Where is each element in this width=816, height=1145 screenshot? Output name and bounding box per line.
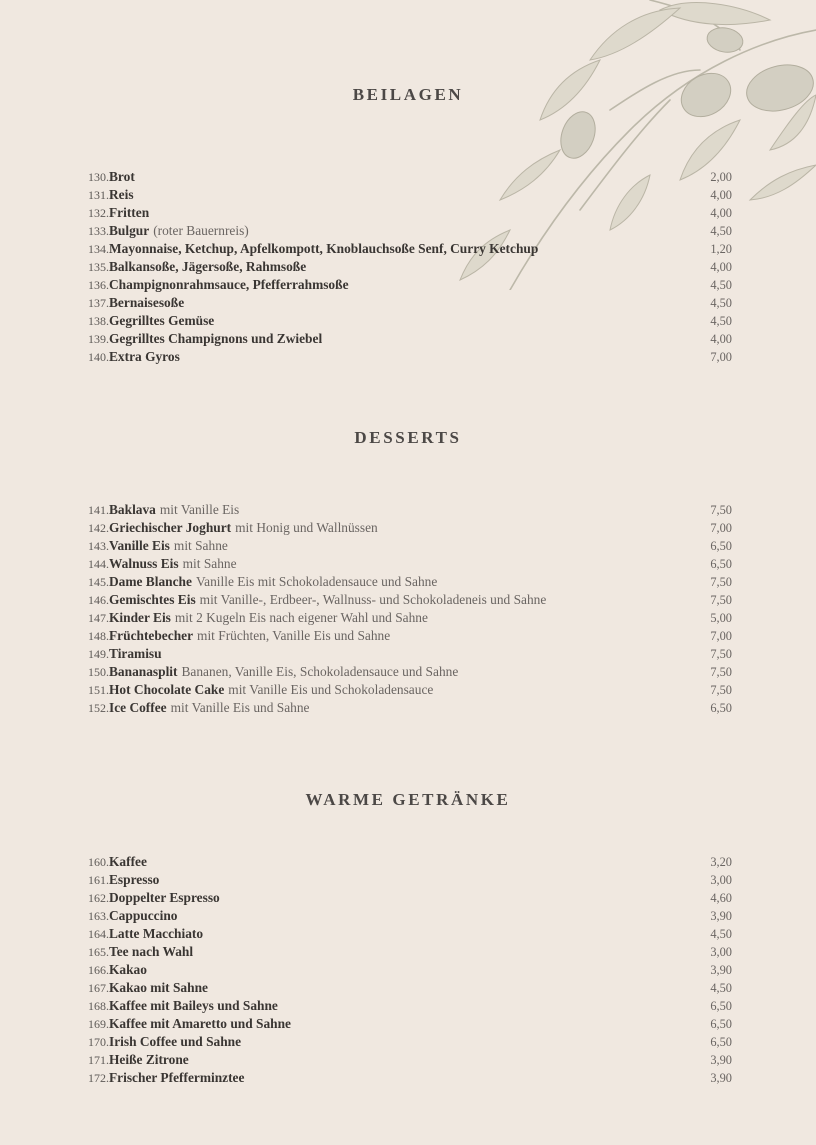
item-name: Gegrilltes Champignons und Zwiebel: [109, 331, 323, 346]
item-number: 160.: [88, 855, 109, 869]
item-name: Vanille Eis: [109, 538, 170, 553]
item-number: 171.: [88, 1053, 109, 1067]
menu-item: [80, 979, 740, 997]
item-name: Champignonrahmsauce, Pfefferrahmsoße: [109, 277, 349, 292]
item-price: 4,50: [710, 296, 732, 310]
item-price: 3,90: [710, 1053, 732, 1067]
item-number: 172.: [88, 1071, 109, 1085]
item-name: Walnuss Eis: [109, 556, 179, 571]
item-number: 147.: [88, 611, 109, 625]
item-number: 136.: [88, 278, 109, 292]
item-name: Gegrilltes Gemüse: [109, 313, 215, 328]
menu-item: [80, 645, 740, 663]
item-description: Vanille Eis mit Schokoladensauce und Sahne: [195, 574, 438, 589]
menu-item: [80, 871, 740, 889]
item-description: mit Früchten, Vanille Eis und Sahne: [197, 628, 391, 643]
item-name: Fritten: [109, 205, 150, 220]
menu-item: [80, 348, 740, 366]
item-price: 7,50: [710, 665, 732, 679]
item-price: 4,00: [710, 206, 732, 220]
item-name: Heiße Zitrone: [109, 1052, 189, 1067]
item-price: 6,50: [710, 539, 732, 553]
item-price: 3,00: [710, 873, 732, 887]
item-price: 7,00: [710, 350, 732, 364]
item-price: 4,00: [710, 260, 732, 274]
item-number: 145.: [88, 575, 109, 589]
item-number: 132.: [88, 206, 109, 220]
item-number: 144.: [88, 557, 109, 571]
item-name: Kakao mit Sahne: [109, 980, 208, 995]
item-number: 131.: [88, 188, 109, 202]
item-number: 135.: [88, 260, 109, 274]
item-price: 7,00: [710, 521, 732, 535]
section-title-desserts: DESSERTS: [354, 428, 462, 447]
item-price: 3,00: [710, 945, 732, 959]
menu-item: [80, 1069, 740, 1087]
item-price: 6,50: [710, 999, 732, 1013]
item-name: Kinder Eis: [109, 610, 171, 625]
item-number: 166.: [88, 963, 109, 977]
item-number: 141.: [88, 503, 109, 517]
item-name: Reis: [109, 187, 134, 202]
item-name: Bernaisesoße: [109, 295, 185, 310]
item-price: 7,50: [710, 593, 732, 607]
item-description: (roter Bauernreis): [153, 223, 249, 238]
menu-item: [80, 312, 740, 330]
item-name: Ice Coffee: [109, 700, 167, 715]
menu-item: [80, 573, 740, 591]
item-name: Dame Blanche: [109, 574, 192, 589]
menu-item: [80, 663, 740, 681]
item-number: 134.: [88, 242, 109, 256]
menu-item: [80, 907, 740, 925]
item-price: 4,50: [710, 278, 732, 292]
item-price: 4,00: [710, 332, 732, 346]
item-number: 149.: [88, 647, 109, 661]
item-number: 170.: [88, 1035, 109, 1049]
item-name: Kaffee mit Amaretto und Sahne: [109, 1016, 292, 1031]
item-price: 6,50: [710, 1035, 732, 1049]
item-description: mit 2 Kugeln Eis nach eigener Wahl und Sahne: [174, 610, 428, 625]
menu-item: [80, 240, 740, 258]
item-price: 7,00: [710, 629, 732, 643]
menu-item: [80, 681, 740, 699]
item-description: mit Vanille-, Erdbeer-, Wallnuss- und Schokoladeneis und Sahne: [199, 592, 547, 607]
item-price: 3,90: [710, 1071, 732, 1085]
item-number: 162.: [88, 891, 109, 905]
item-name: Früchtebecher: [109, 628, 194, 643]
menu-item: [80, 555, 740, 573]
item-name: Latte Macchiato: [109, 926, 204, 941]
item-number: 140.: [88, 350, 109, 364]
menu-item: [80, 591, 740, 609]
item-name: Bananasplit: [109, 664, 178, 679]
item-price: 4,50: [710, 927, 732, 941]
section-title-warme-getraenke: WARME GETRÄNKE: [305, 790, 511, 809]
section-title-beilagen: BEILAGEN: [352, 85, 464, 104]
item-price: 2,00: [710, 170, 732, 184]
item-number: 151.: [88, 683, 109, 697]
item-name: Baklava: [109, 502, 156, 517]
item-description: mit Vanille Eis: [159, 502, 240, 517]
item-description: mit Vanille Eis und Sahne: [170, 700, 310, 715]
item-price: 6,50: [710, 1017, 732, 1031]
item-name: Brot: [109, 169, 135, 184]
item-number: 130.: [88, 170, 109, 184]
item-name: Irish Coffee und Sahne: [109, 1034, 242, 1049]
menu-item: [80, 204, 740, 222]
item-number: 146.: [88, 593, 109, 607]
item-price: 5,00: [710, 611, 732, 625]
item-name: Kaffee mit Baileys und Sahne: [109, 998, 278, 1013]
item-name: Kaffee: [109, 854, 147, 869]
menu-item: [80, 222, 740, 240]
menu-item: [80, 519, 740, 537]
menu-item: [80, 186, 740, 204]
menu-item: [80, 330, 740, 348]
menu-item: [80, 1033, 740, 1051]
item-price: 7,50: [710, 503, 732, 517]
menu-item: [80, 1015, 740, 1033]
item-price: 7,50: [710, 647, 732, 661]
item-number: 150.: [88, 665, 109, 679]
item-name: Bulgur: [109, 223, 150, 238]
item-name: Tee nach Wahl: [109, 944, 194, 959]
item-description: mit Sahne: [173, 538, 228, 553]
item-price: 4,00: [710, 188, 732, 202]
item-price: 7,50: [710, 683, 732, 697]
item-number: 152.: [88, 701, 109, 715]
item-name: Cappuccino: [109, 908, 178, 923]
item-number: 133.: [88, 224, 109, 238]
item-price: 4,50: [710, 314, 732, 328]
item-number: 142.: [88, 521, 109, 535]
item-name: Frischer Pfefferminztee: [109, 1070, 245, 1085]
item-number: 143.: [88, 539, 109, 553]
item-number: 163.: [88, 909, 109, 923]
item-name: Espresso: [109, 872, 160, 887]
item-description: Bananen, Vanille Eis, Schokoladensauce und Sahne: [181, 664, 459, 679]
item-number: 137.: [88, 296, 109, 310]
menu-item: [80, 258, 740, 276]
item-description: mit Sahne: [182, 556, 237, 571]
item-number: 167.: [88, 981, 109, 995]
menu-item: [80, 997, 740, 1015]
item-name: Griechischer Joghurt: [109, 520, 232, 535]
menu-item: [80, 853, 740, 871]
item-description: mit Vanille Eis und Schokoladensauce: [228, 682, 434, 697]
item-price: 6,50: [710, 557, 732, 571]
item-price: 6,50: [710, 701, 732, 715]
menu-item: [80, 537, 740, 555]
item-price: 3,90: [710, 963, 732, 977]
item-price: 1,20: [710, 242, 732, 256]
menu-list-warme-getraenke: [80, 853, 740, 1087]
menu-item: [80, 961, 740, 979]
menu-item: [80, 501, 740, 519]
item-number: 161.: [88, 873, 109, 887]
menu-item: [80, 294, 740, 312]
menu-item: [80, 925, 740, 943]
item-name: Balkansoße, Jägersoße, Rahmsoße: [109, 259, 307, 274]
item-price: 7,50: [710, 575, 732, 589]
menu-item: [80, 1051, 740, 1069]
item-number: 164.: [88, 927, 109, 941]
item-name: Mayonnaise, Ketchup, Apfelkompott, Knoblauchsoße Senf, Curry Ketchup: [109, 241, 539, 256]
item-name: Tiramisu: [109, 646, 162, 661]
item-number: 165.: [88, 945, 109, 959]
menu-item: [80, 889, 740, 907]
item-price: 4,50: [710, 224, 732, 238]
menu-item: [80, 609, 740, 627]
menu-list-beilagen: [80, 168, 740, 366]
item-price: 4,60: [710, 891, 732, 905]
item-number: 168.: [88, 999, 109, 1013]
item-price: 3,90: [710, 909, 732, 923]
menu-list-desserts: [80, 501, 740, 717]
menu-item: [80, 943, 740, 961]
menu-item: [80, 276, 740, 294]
item-name: Hot Chocolate Cake: [109, 682, 225, 697]
menu-item: [80, 168, 740, 186]
menu-item: [80, 699, 740, 717]
menu-item: [80, 627, 740, 645]
item-price: 4,50: [710, 981, 732, 995]
item-number: 148.: [88, 629, 109, 643]
item-description: mit Honig und Wallnüssen: [235, 520, 378, 535]
item-number: 169.: [88, 1017, 109, 1031]
item-name: Gemischtes Eis: [109, 592, 196, 607]
item-number: 139.: [88, 332, 109, 346]
item-name: Kakao: [109, 962, 147, 977]
item-name: Doppelter Espresso: [109, 890, 220, 905]
item-price: 3,20: [710, 855, 732, 869]
item-name: Extra Gyros: [109, 349, 180, 364]
item-number: 138.: [88, 314, 109, 328]
